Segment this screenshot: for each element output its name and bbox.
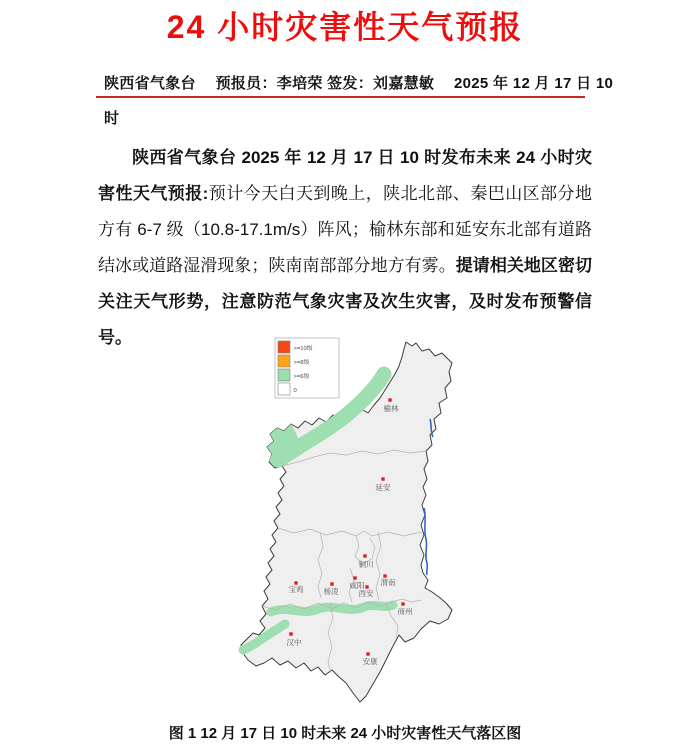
forecast-advice-text: 提请相关地区密切关注天气形势，注意防范气象灾害及次生灾害，及时发布预警信号。	[98, 256, 592, 347]
legend-swatch	[278, 369, 290, 381]
city-label: 铜川	[358, 560, 374, 569]
legend	[275, 338, 339, 398]
city-label: 汉中	[286, 638, 302, 647]
city-label: 西安	[358, 589, 374, 598]
province-outline	[241, 342, 452, 702]
city-dot	[363, 554, 366, 557]
shaanxi-map	[238, 332, 460, 720]
legend-swatch	[278, 355, 290, 367]
forecast-lead-text: 陕西省气象台 2025 年 12 月 17 日 10 时发布未来 24 小时灾害性天气预报:	[98, 148, 592, 203]
city-dot	[401, 602, 404, 605]
city-label: 安康	[362, 657, 378, 666]
forecast-paragraph	[98, 140, 592, 356]
city-dot	[388, 398, 391, 401]
figure-caption: 图 1 12 月 17 日 10 时未来 24 小时灾害性天气落区图	[168, 725, 522, 742]
city-dot	[381, 477, 384, 480]
city-label: 商州	[397, 607, 413, 616]
city-dot	[289, 632, 292, 635]
city-dot	[330, 582, 333, 585]
issuer-line: 陕西省气象台 预报员：李培荣 签发：刘嘉慧敏 2025 年 12 月 17 日 10	[104, 75, 614, 92]
city-label: 宝鸡	[288, 585, 304, 594]
city-label: 延安	[375, 483, 391, 492]
legend-label: >=6级	[293, 374, 310, 380]
city-label: 榆林	[383, 404, 399, 413]
legend-swatch	[278, 341, 290, 353]
city-label: 咸阳	[349, 581, 365, 590]
legend-swatch	[278, 383, 290, 395]
city-label: 杨凌	[323, 587, 339, 596]
page-title: 24 小时灾害性天气预报	[166, 9, 524, 45]
city-dot	[366, 652, 369, 655]
legend-label: >=10级	[293, 346, 313, 352]
header-divider	[96, 96, 585, 98]
legend-label: >=8级	[293, 360, 310, 366]
issuer-line-continued: 时	[104, 110, 120, 127]
legend-label: 0	[293, 388, 297, 394]
city-dot	[353, 576, 356, 579]
forecast-detail-text: 预计今天白天到晚上，陕北北部、秦巴山区部分地方有 6-7 级（10.8-17.1m/s）阵风；榆林东部和延安东北部有道路结冰或道路湿滑现象；陕南南部部分地方有雾。	[98, 184, 592, 275]
city-label: 渭南	[380, 578, 396, 587]
